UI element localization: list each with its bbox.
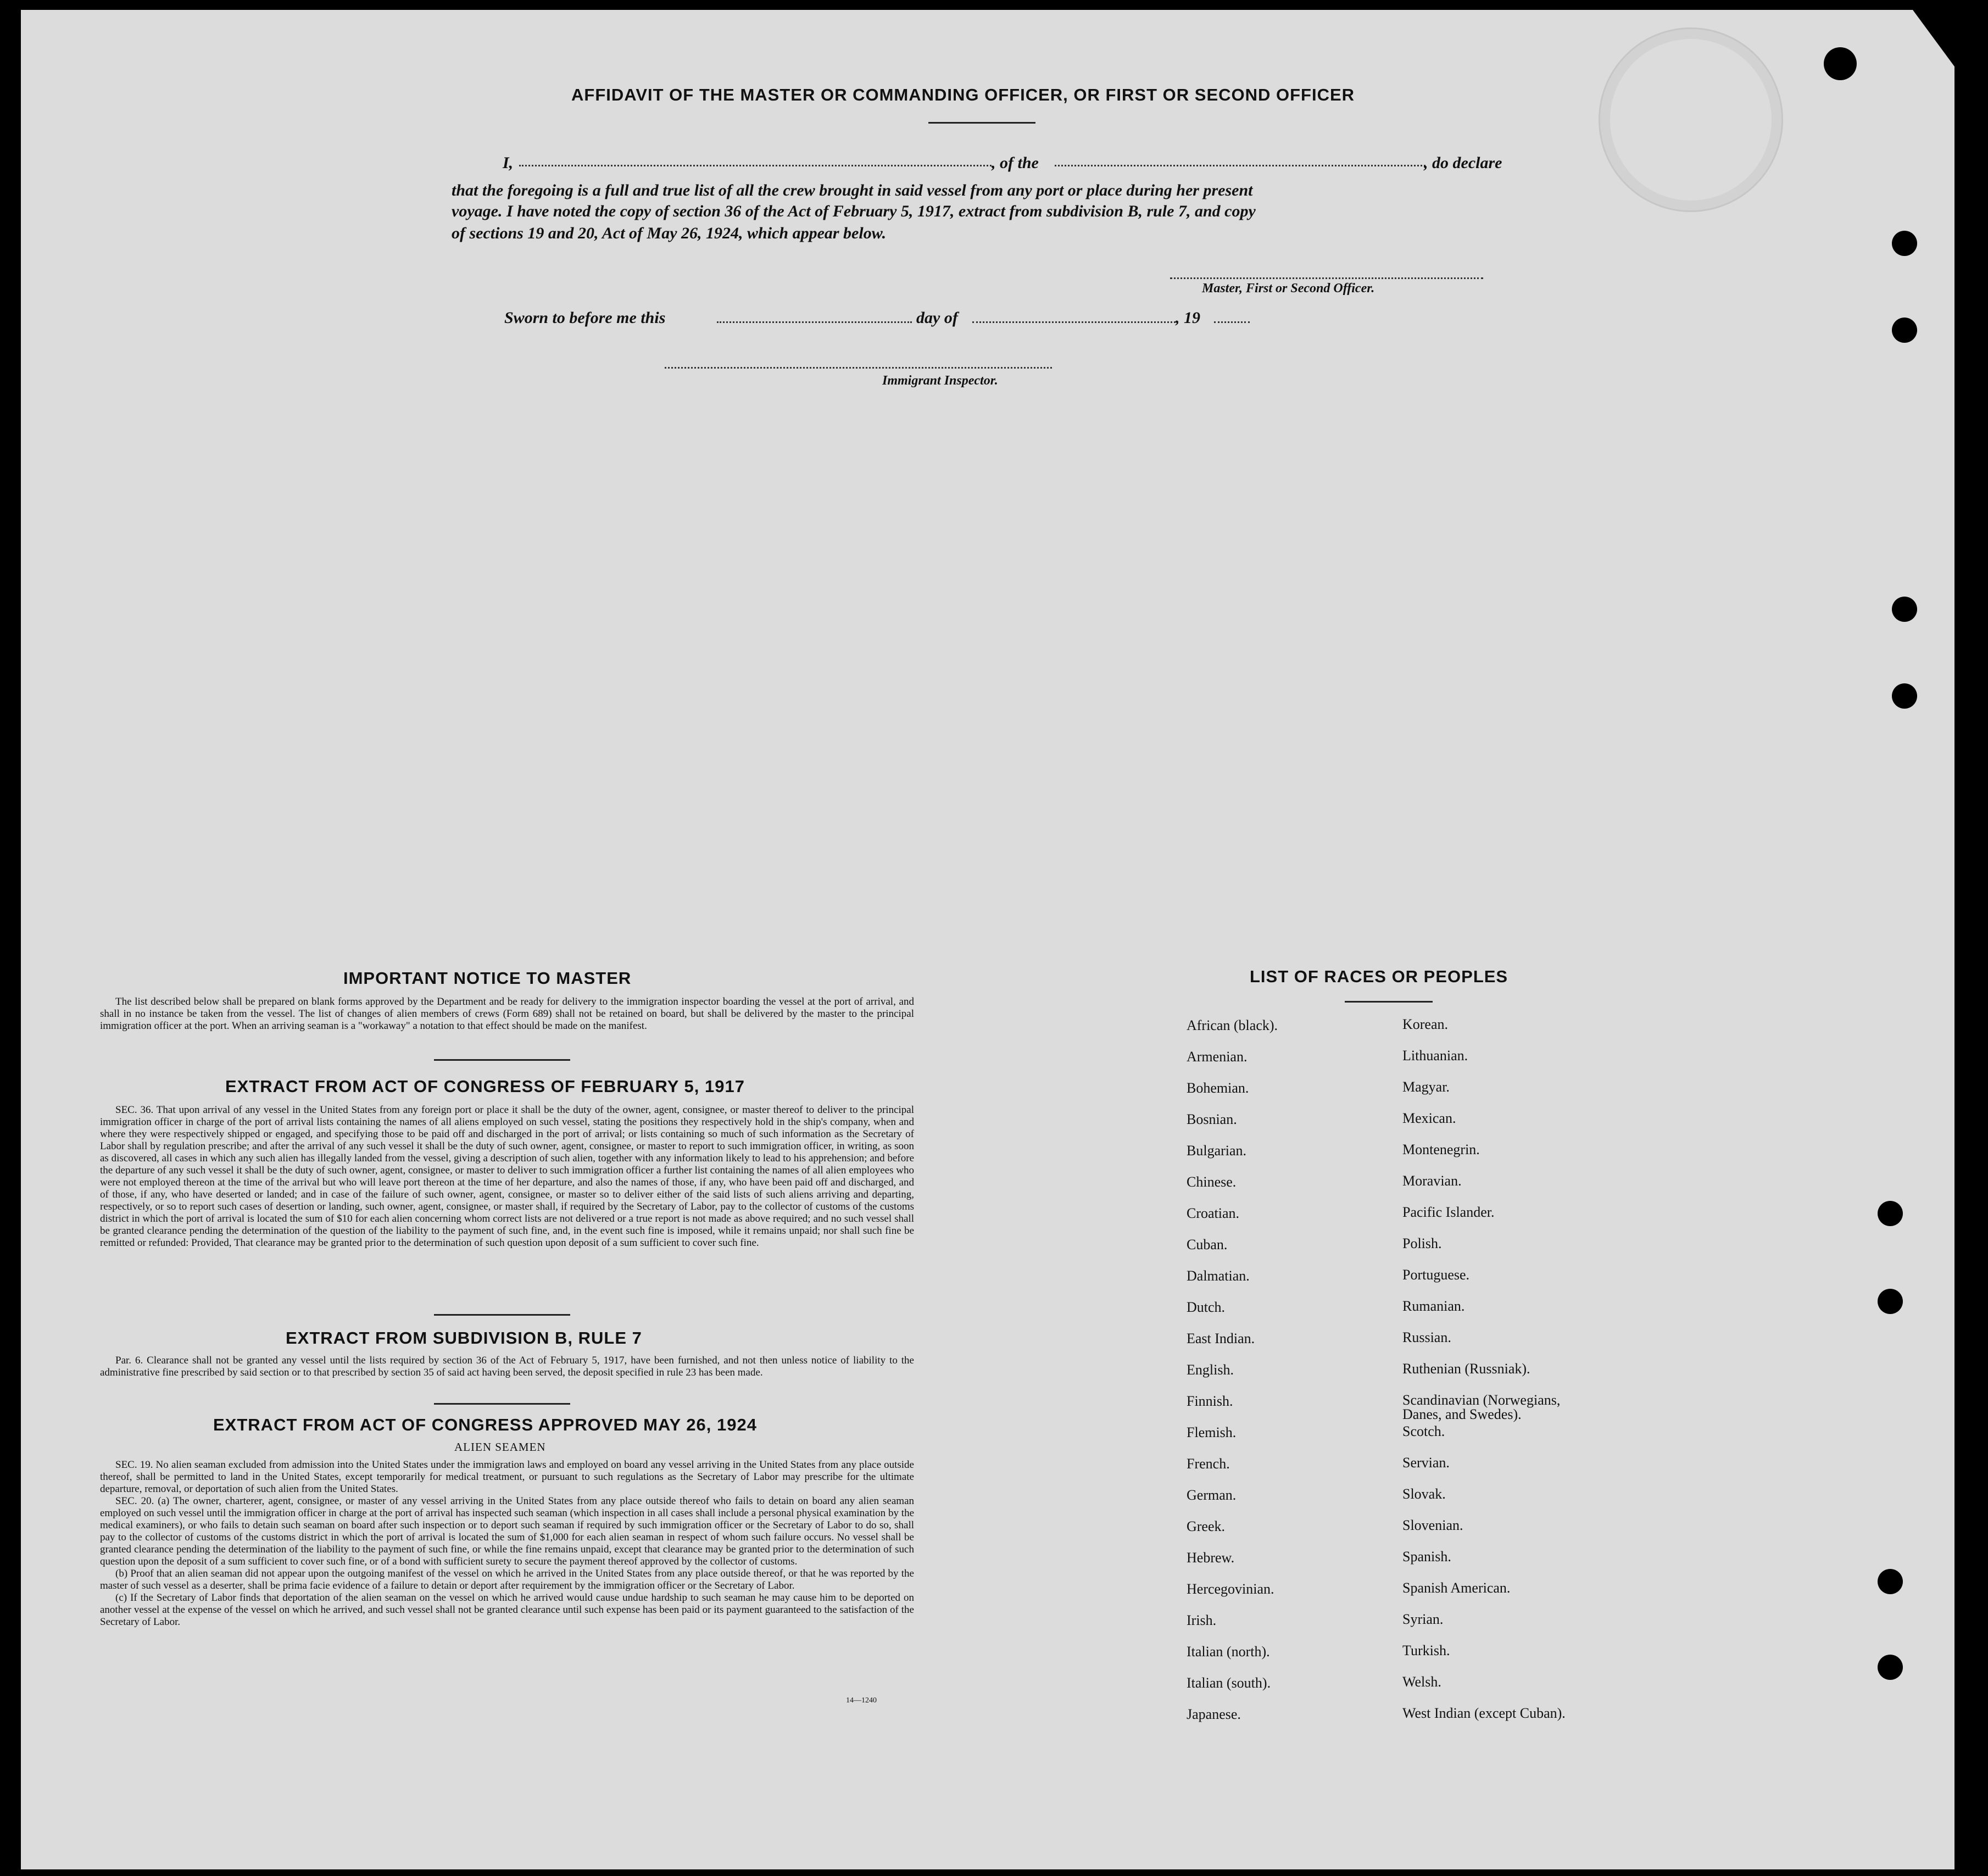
race-item: Portuguese.: [1402, 1267, 1470, 1283]
punch-hole: [1878, 1201, 1903, 1226]
affidavit-line3: of sections 19 and 20, Act of May 26, 1924, which appear below.: [452, 224, 887, 242]
divider: [434, 1059, 570, 1061]
race-item: Cuban.: [1187, 1237, 1228, 1252]
race-item: Croatian.: [1187, 1205, 1240, 1221]
sworn-day-blank[interactable]: [717, 321, 912, 323]
punch-hole: [1892, 597, 1917, 622]
inspector-caption: Immigrant Inspector.: [882, 374, 998, 388]
race-item: Korean.: [1402, 1016, 1449, 1032]
sec19-text: SEC. 19. No alien seaman excluded from admission into the United States under the immigration laws and employed on board any vessel arriving in the United States from any place outside thereof, shall be permitted to land in the United States, except temporarily for medical treatment, or pursuant to such regulations as the Secretary of Labor may prescribe for the ultimate departure, removal, or deportation of such alien from the United States.: [100, 1459, 914, 1495]
race-item: Scandinavian (Norwegians, Danes, and Swedes).: [1402, 1392, 1561, 1422]
race-item: Armenian.: [1187, 1049, 1248, 1065]
sec20b-text: (b) Proof that an alien seaman did not appear upon the outgoing manifest of the vessel on which he arrived in the United States from any place outside thereof, or that he was reported by the master of such vessel as a deserter, shall be prima facie evidence of a failure to detain or deport after requirement by the immigration officer or the Secretary of Labor.: [100, 1568, 914, 1591]
race-item: Servian.: [1402, 1455, 1450, 1471]
affidavit-of-the: , of the: [992, 154, 1039, 172]
race-item: Hercegovinian.: [1187, 1581, 1274, 1597]
race-item: Italian (north).: [1187, 1644, 1270, 1660]
extract2-body: Par. 6. Clearance shall not be granted any vessel until the lists required by section 36 of the Act of February 5, 1917, have been furnished, and not then unless notice of liability to the administrative fine prescribed by said section or to that prescribed by section 35 of said act having been served, the deposit specified in rule 23 has been made.: [100, 1355, 914, 1378]
race-item: Spanish.: [1402, 1549, 1451, 1565]
extract1-title: EXTRACT FROM ACT OF CONGRESS OF FEBRUARY 5, 1917: [225, 1077, 745, 1096]
month-blank[interactable]: [972, 321, 1176, 323]
race-item: East Indian.: [1187, 1331, 1255, 1346]
sec20c-text: (c) If the Secretary of Labor finds that deportation of the alien seaman on the vessel on which he arrived would cause undue hardship to such seaman he may cause him to be deported on another vessel at the expense of the vessel on which he arrived, and such vessel shall not be granted clearance until such expense has been paid or its payment guaranteed to the satisfaction of the Secretary of Labor.: [100, 1592, 914, 1628]
punch-hole: [1878, 1655, 1903, 1680]
sec20a-text: SEC. 20. (a) The owner, charterer, agent, consignee, or master of any vessel arriving in the United States from any place outside thereof who fails to detain on board any alien seaman employed on such vessel until the immigration officer in charge at the port of arrival has inspected such seaman (which inspection in all cases shall include a personal physical examination by the medical examiners), or who fails to detain such seaman on board after such inspection or to deport such seaman if required by such immigration officer or the Secretary of Labor to do so, shall pay to the collector of customs of the customs district in which the port of arrival is located the sum of $1,000 for each alien seaman in respect of whom such failure occurs. No vessel shall be granted clearance pending the determination of the liability to the payment of such fine, or while the fine remains unpaid, except that clearance may be granted prior to the determination of such question upon the deposit of a sum sufficient to cover such fine, or of a bond with sufficient surety to secure the payment thereof approved by the collector of customs.: [100, 1495, 914, 1567]
affidavit-title: AFFIDAVIT OF THE MASTER OR COMMANDING OFFICER, OR FIRST OR SECOND OFFICER: [571, 85, 1355, 104]
race-item: Finnish.: [1187, 1393, 1233, 1409]
race-item: Slovak.: [1402, 1486, 1446, 1502]
race-item: Bulgarian.: [1187, 1143, 1247, 1159]
race-item: Russian.: [1402, 1329, 1451, 1345]
folded-corner: [1913, 10, 1988, 114]
race-item: Irish.: [1187, 1612, 1217, 1628]
extract3-subtitle: ALIEN SEAMEN: [454, 1440, 546, 1454]
embossed-seal: [1599, 27, 1783, 212]
affidavit-i: I,: [503, 154, 514, 172]
day-of-text: day of: [916, 309, 958, 327]
race-item: Ruthenian (Russniak).: [1402, 1361, 1530, 1377]
race-item: Dalmatian.: [1187, 1268, 1250, 1284]
race-item: Pacific Islander.: [1402, 1204, 1495, 1220]
race-item: Montenegrin.: [1402, 1142, 1480, 1157]
race-item: Syrian.: [1402, 1611, 1444, 1627]
extract3-title: EXTRACT FROM ACT OF CONGRESS APPROVED MAY 26, 1924: [213, 1415, 757, 1434]
notice-body: The list described below shall be prepared on blank forms approved by the Department and be ready for delivery to the immigration inspector boarding the vessel at the port of arrival, and shall in no instance be taken from the vessel. The list of changes of alien members of crews (Form 689) shall not be retained on board, but shall be delivered by the master to the principal immigration officer at the port. When an arriving seaman is a "workaway" a notation to that effect should be made on the manifest.: [100, 996, 914, 1032]
inspector-signature-line[interactable]: [665, 367, 1052, 369]
punch-hole: [1878, 1569, 1903, 1594]
punch-hole: [1892, 318, 1917, 343]
race-item: Spanish American.: [1402, 1580, 1511, 1596]
sworn-text: Sworn to before me this: [504, 309, 666, 327]
race-item: Bosnian.: [1187, 1111, 1237, 1127]
race-item: Turkish.: [1402, 1643, 1450, 1658]
race-item: Rumanian.: [1402, 1298, 1465, 1314]
divider: [434, 1314, 570, 1316]
race-item: Italian (south).: [1187, 1675, 1271, 1691]
race-item: West Indian (except Cuban).: [1402, 1705, 1566, 1721]
year-blank[interactable]: [1214, 321, 1250, 323]
name-blank[interactable]: [519, 165, 992, 166]
race-item: Polish.: [1402, 1235, 1442, 1251]
race-item: Chinese.: [1187, 1174, 1237, 1190]
master-signature-line[interactable]: [1170, 277, 1483, 279]
punch-hole: [1892, 683, 1917, 709]
punch-hole: [1878, 1289, 1903, 1314]
race-item: Japanese.: [1187, 1706, 1241, 1722]
notice-title: IMPORTANT NOTICE TO MASTER: [343, 968, 632, 988]
year-text: , 19: [1176, 309, 1200, 327]
affidavit-line2: voyage. I have noted the copy of section 36 of the Act of February 5, 1917, extract from subdivision B, rule 7, and copy: [452, 202, 1256, 220]
race-item: Scotch.: [1402, 1423, 1445, 1439]
race-item: Greek.: [1187, 1518, 1226, 1534]
race-item: English.: [1187, 1362, 1234, 1378]
race-item: Welsh.: [1402, 1674, 1441, 1690]
race-item: Lithuanian.: [1402, 1048, 1468, 1064]
race-item: Magyar.: [1402, 1079, 1450, 1095]
punch-hole: [1892, 231, 1917, 256]
master-caption: Master, First or Second Officer.: [1202, 281, 1375, 296]
affidavit-line1: that the foregoing is a full and true list of all the crew brought in said vessel from any port or place during her present: [452, 181, 1253, 199]
extract3-sections: [100, 1459, 914, 1628]
race-item: Mexican.: [1402, 1110, 1456, 1126]
extract1-body: SEC. 36. That upon arrival of any vessel in the United States from any foreign port or place it shall be the duty of the owner, agent, consignee, or master thereof to deliver to the principal immigration officer in charge of the port of arrival lists containing the names of all aliens employed on such vessel, stating the positions they respectively hold in the ship's company, when and where they were respectively shipped or engaged, and specifying those to be paid off and discharged in the port of arrival; or lists containing so much of such information as the Secretary of Labor shall by regulation prescribe; and after the arrival of any such vessel it shall be the duty of such owner, agent, consignee, or master to report to such immigration officer, in writing, as soon as discovered, all cases in which any such alien has illegally landed from the vessel, giving a description of such alien, together with any information likely to lead to his apprehension; and before the departure of any such vessel it shall be the duty of such owner, agent, consignee, or master to deliver to such immigration officer a further list containing the names of all alien employees who were not employed thereon at the time of the arrival but who will leave port thereon at the time of her departure, and also the names of those, if any, who have been paid off and discharged, and of those, if any, who have deserted or landed; and in case of the failure of such owner, agent, consignee, or master so to deliver either of the said lists of such aliens arriving and departing, respectively, or so to report such cases of desertion or landing, such owner, agent, consignee, or master shall, if required by the Secretary of Labor, pay to the collector of customs of the customs district in which the port of arrival is located the sum of $10 for each alien concerning whom correct lists are not delivered or a true report is not made as above required; and no such vessel shall be granted clearance pending the determination of the question of the liability to the payment of such fine, and, in the event such fine is imposed, while it remains unpaid; nor shall such fine be remitted or refunded: Provided, That clearance may be granted prior to the determination of such question upon deposit of a sum sufficient to cover such fine.: [100, 1104, 914, 1249]
race-item: Slovenian.: [1402, 1517, 1463, 1533]
race-item: German.: [1187, 1487, 1237, 1503]
race-item: African (black).: [1187, 1017, 1278, 1033]
race-item: Flemish.: [1187, 1424, 1237, 1440]
race-item: Bohemian.: [1187, 1080, 1249, 1096]
race-item: French.: [1187, 1456, 1230, 1472]
punch-hole: [1824, 47, 1857, 80]
races-underline: [1345, 1001, 1433, 1003]
race-item: Hebrew.: [1187, 1550, 1235, 1566]
race-item: Moravian.: [1402, 1173, 1462, 1189]
extract2-title: EXTRACT FROM SUBDIVISION B, RULE 7: [286, 1328, 642, 1348]
form-number: 14—1240: [846, 1696, 877, 1705]
title-underline: [928, 122, 1035, 124]
affidavit-do-declare: , do declare: [1424, 154, 1502, 172]
races-title: LIST OF RACES OR PEOPLES: [1250, 967, 1508, 986]
divider: [434, 1403, 570, 1405]
vessel-blank[interactable]: [1055, 165, 1425, 166]
race-item: Dutch.: [1187, 1299, 1226, 1315]
